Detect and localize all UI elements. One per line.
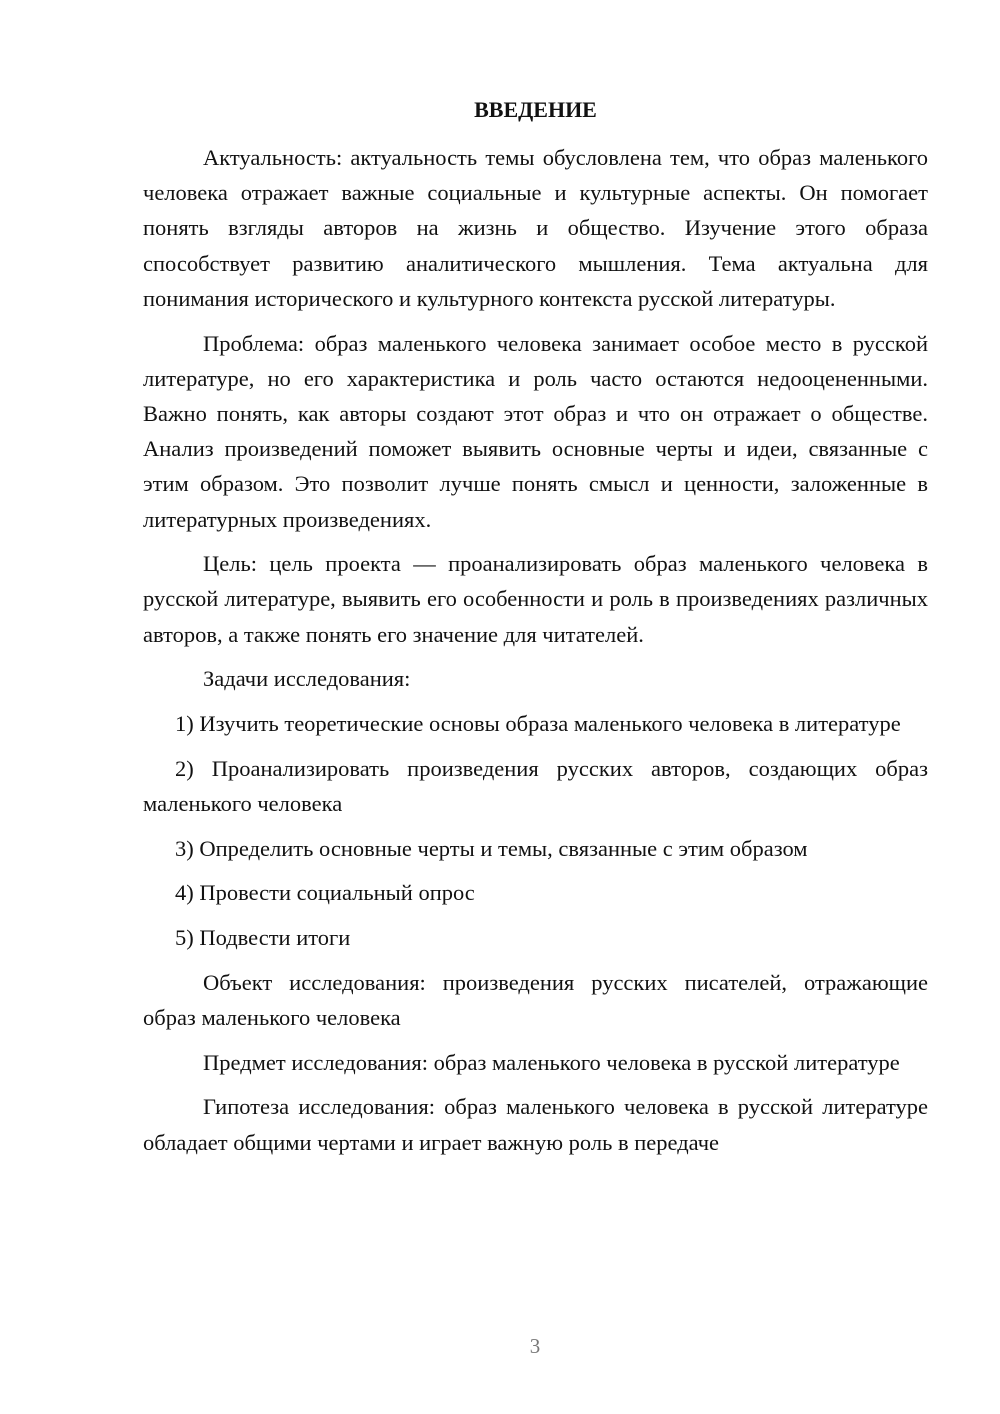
paragraph-goal: Цель: цель проекта — проанализировать образ маленького человека в русской литературе, выявить его особенности и роль в произведениях различных авторов, а также понять его значение для читателей. xyxy=(143,551,928,647)
task-item-3: 3) Определить основные черты и темы, связанные с этим образом xyxy=(175,835,808,861)
task-item-2: 2) Проанализировать произведения русских авторов, создающих образ маленького человека xyxy=(143,755,928,816)
task-item-5: 5) Подвести итоги xyxy=(175,925,351,951)
paragraph-relevance: Актуальность: актуальность темы обусловлена тем, что образ маленького человека отражает важные социальные и культурные аспекты. Он помогает понять взгляды авторов на жизнь и общество. Изучение этого образа способствует развитию аналитического мышления. Тема актуальна для понимания исторического и культурного контекста русской литературы. xyxy=(143,145,928,311)
page-content xyxy=(143,92,928,1169)
section-title: ВВЕДЕНИЕ xyxy=(474,97,597,122)
paragraph-tasks-heading: Задачи исследования: xyxy=(203,666,411,692)
paragraph-problem: Проблема: образ маленького человека занимает особое место в русской литературе, но его характеристика и роль часто остаются недооцененными. Важно понять, как авторы создают этот образ и что он отражает о обществе. Анализ произведений поможет выявить основные черты и идеи, связанные с этим образом. Это позволит лучше понять смысл и ценности, заложенные в литературных произведениях. xyxy=(143,330,928,532)
paragraph-subject: Предмет исследования: образ маленького человека в русской литературе xyxy=(203,1049,900,1075)
task-item-4: 4) Провести социальный опрос xyxy=(175,880,475,906)
paragraph-object: Объект исследования: произведения русских писателей, отражающие образ маленького человека xyxy=(143,969,928,1030)
page-number: 3 xyxy=(529,1334,541,1358)
task-item-1: 1) Изучить теоретические основы образа маленького человека в литературе xyxy=(175,711,901,737)
paragraph-hypothesis: Гипотеза исследования: образ маленького человека в русской литературе обладает общими чертами и играет важную роль в передаче xyxy=(143,1094,928,1155)
